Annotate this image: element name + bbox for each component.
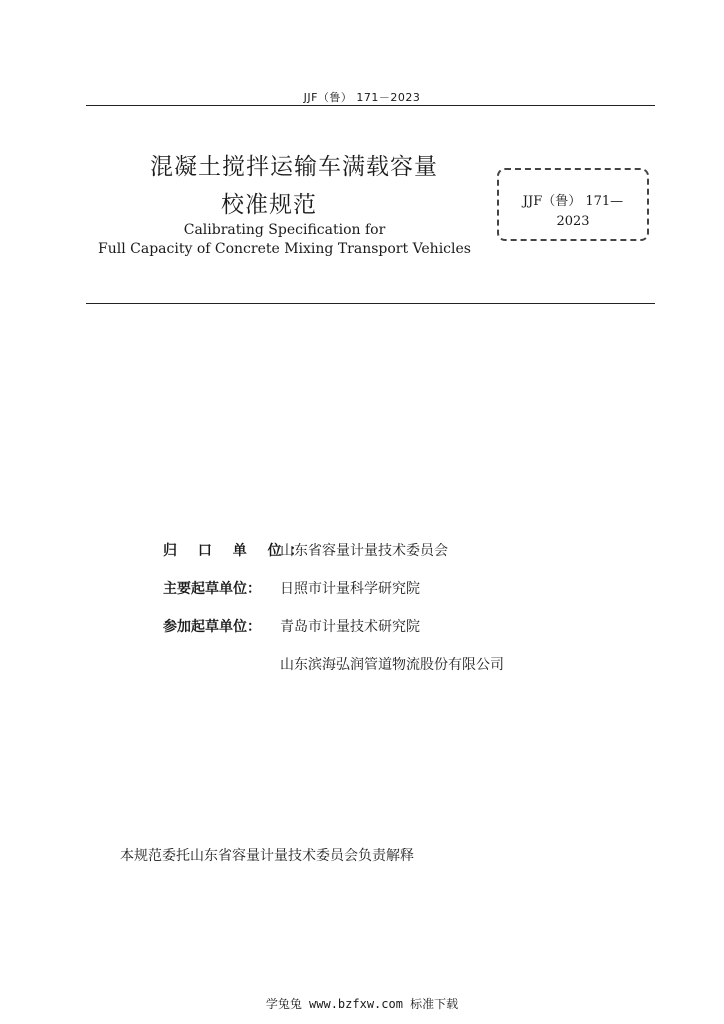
interpretation-note: 本规范委托山东省容量计量技术委员会负责解释	[120, 848, 414, 864]
org-value-main-drafter: 日照市计量科学研究院	[280, 581, 420, 597]
title-english-line-1: Calibrating Specification for	[183, 222, 386, 238]
org-label-main-drafter: 主要起草单位：	[163, 581, 261, 597]
org-label-responsible: 归 口 单 位：	[163, 543, 312, 559]
top-divider	[86, 105, 655, 106]
bottom-divider	[86, 303, 655, 304]
stamp-line-2: 2023	[556, 214, 590, 229]
org-value-responsible: 山东省容量计量技术委员会	[280, 543, 448, 559]
standard-number-stamp	[497, 168, 649, 241]
stamp-line-1: JJF（鲁） 171—	[522, 194, 624, 209]
org-value-participating-1: 青岛市计量技术研究院	[280, 619, 420, 635]
org-value-participating-2: 山东滨海弘润管道物流股份有限公司	[280, 657, 504, 673]
title-chinese-line-1: 混凝土搅拌运输车满载容量	[150, 154, 438, 180]
title-english-line-2: Full Capacity of Concrete Mixing Transport Vehicles	[98, 241, 471, 257]
watermark-footer: 学兔兔 www.bzfxw.com 标准下载	[265, 997, 459, 1011]
title-chinese-line-2: 校准规范	[221, 192, 317, 218]
org-label-participating: 参加起草单位：	[163, 619, 261, 635]
document-code-header: JJF（鲁） 171－2023	[303, 91, 421, 104]
